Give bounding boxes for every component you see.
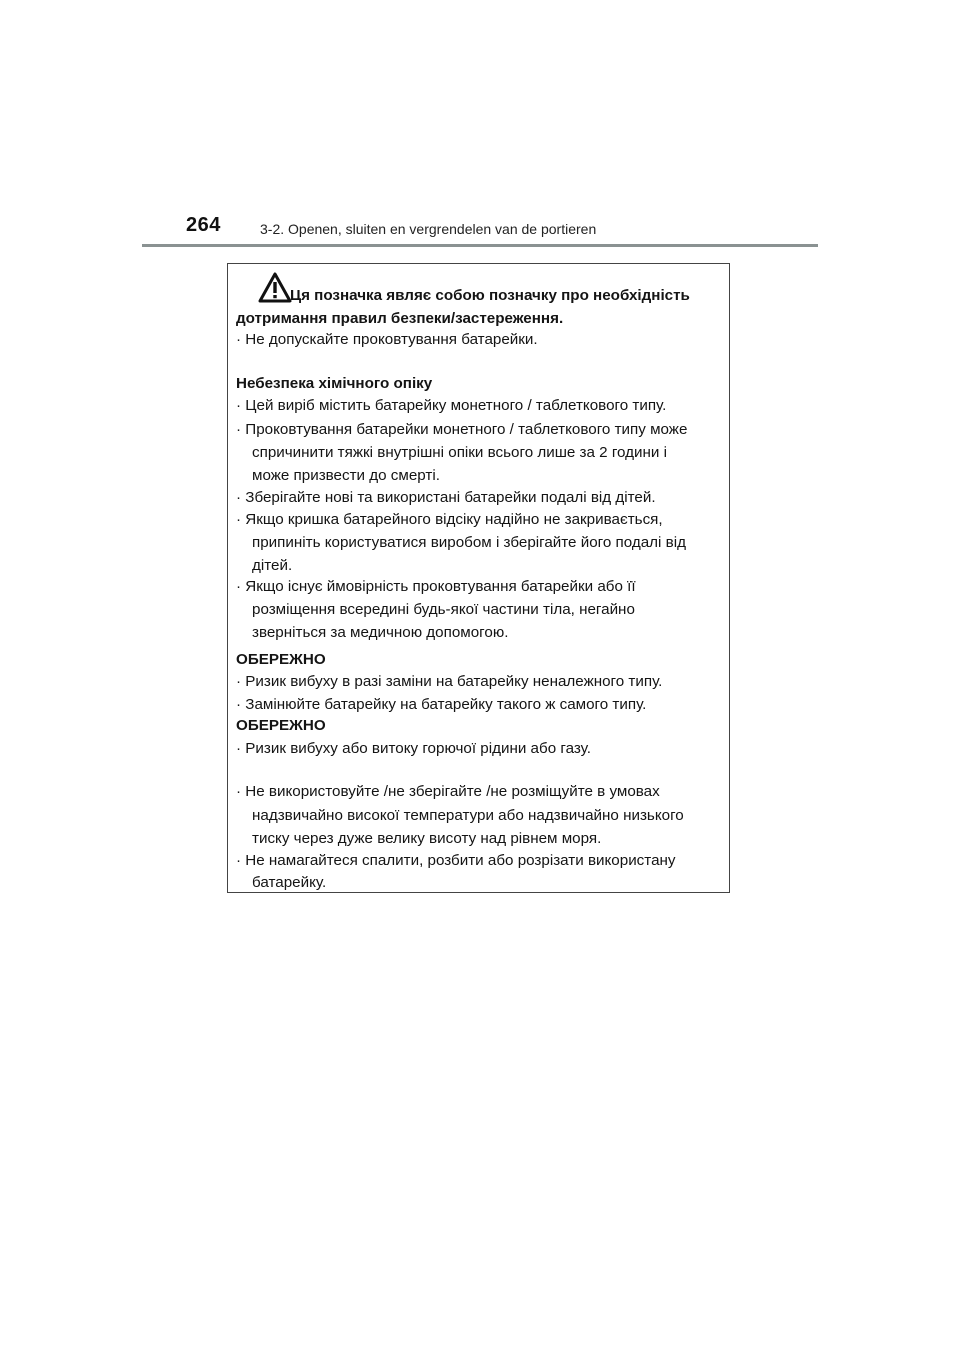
caution-heading: ОБЕРЕЖНО — [236, 717, 326, 734]
list-item-continuation: зверніться за медичною допомогою. — [252, 624, 509, 641]
list-item: · Якщо існує ймовірність проковтування батарейки або її — [236, 577, 636, 597]
warning-title-line-1: Ця позначка являє собою позначку про необхідність — [290, 287, 690, 304]
list-item-continuation: батарейку. — [252, 874, 327, 891]
intro-item: · Не допускайте проковтування батарейки. — [236, 330, 538, 350]
list-item-continuation: може призвести до смерті. — [252, 467, 440, 484]
list-item-continuation: надзвичайно високої температури або надзвичайно низького — [252, 807, 684, 824]
list-item-continuation: дітей. — [252, 557, 293, 574]
list-item-continuation: спричинити тяжкі внутрішні опіки всього лише за 2 години і — [252, 444, 667, 461]
caution-heading: ОБЕРЕЖНО — [236, 651, 326, 668]
warning-triangle-icon — [258, 272, 292, 304]
list-item: · Цей виріб містить батарейку монетного / таблеткового типу. — [236, 396, 666, 416]
list-item: · Ризик вибуху в разі заміни на батарейку неналежного типу. — [236, 672, 662, 692]
warning-title-line-2: дотримання правил безпеки/застереження. — [236, 310, 564, 327]
list-item: · Проковтування батарейки монетного / таблеткового типу може — [236, 420, 687, 440]
list-item-continuation: припиніть користуватися виробом і зберігайте його подалі від — [252, 534, 686, 551]
list-item: · Ризик вибуху або витоку горючої рідини або газу. — [236, 739, 591, 759]
header-divider — [142, 244, 818, 247]
warning-box — [227, 263, 730, 893]
page-number: 264 — [186, 214, 221, 236]
list-item: · Не використовуйте /не зберігайте /не розміщуйте в умовах — [236, 782, 660, 802]
list-item-continuation: тиску через дуже велику висоту над рівнем моря. — [252, 830, 602, 847]
list-item: · Якщо кришка батарейного відсіку надійно не закривається, — [236, 510, 663, 530]
chemical-burn-heading: Небезпека хімічного опіку — [236, 375, 433, 392]
list-item: · Замінюйте батарейку на батарейку такого ж самого типу. — [236, 695, 646, 715]
list-item: · Не намагайтеся спалити, розбити або розрізати використану — [236, 851, 676, 871]
list-item: · Зберігайте нові та використані батарейки подалі від дітей. — [236, 488, 656, 508]
section-title: 3-2. Openen, sluiten en vergrendelen van de portieren — [260, 221, 597, 237]
list-item-continuation: розміщення всередині будь-якої частини тіла, негайно — [252, 601, 635, 618]
